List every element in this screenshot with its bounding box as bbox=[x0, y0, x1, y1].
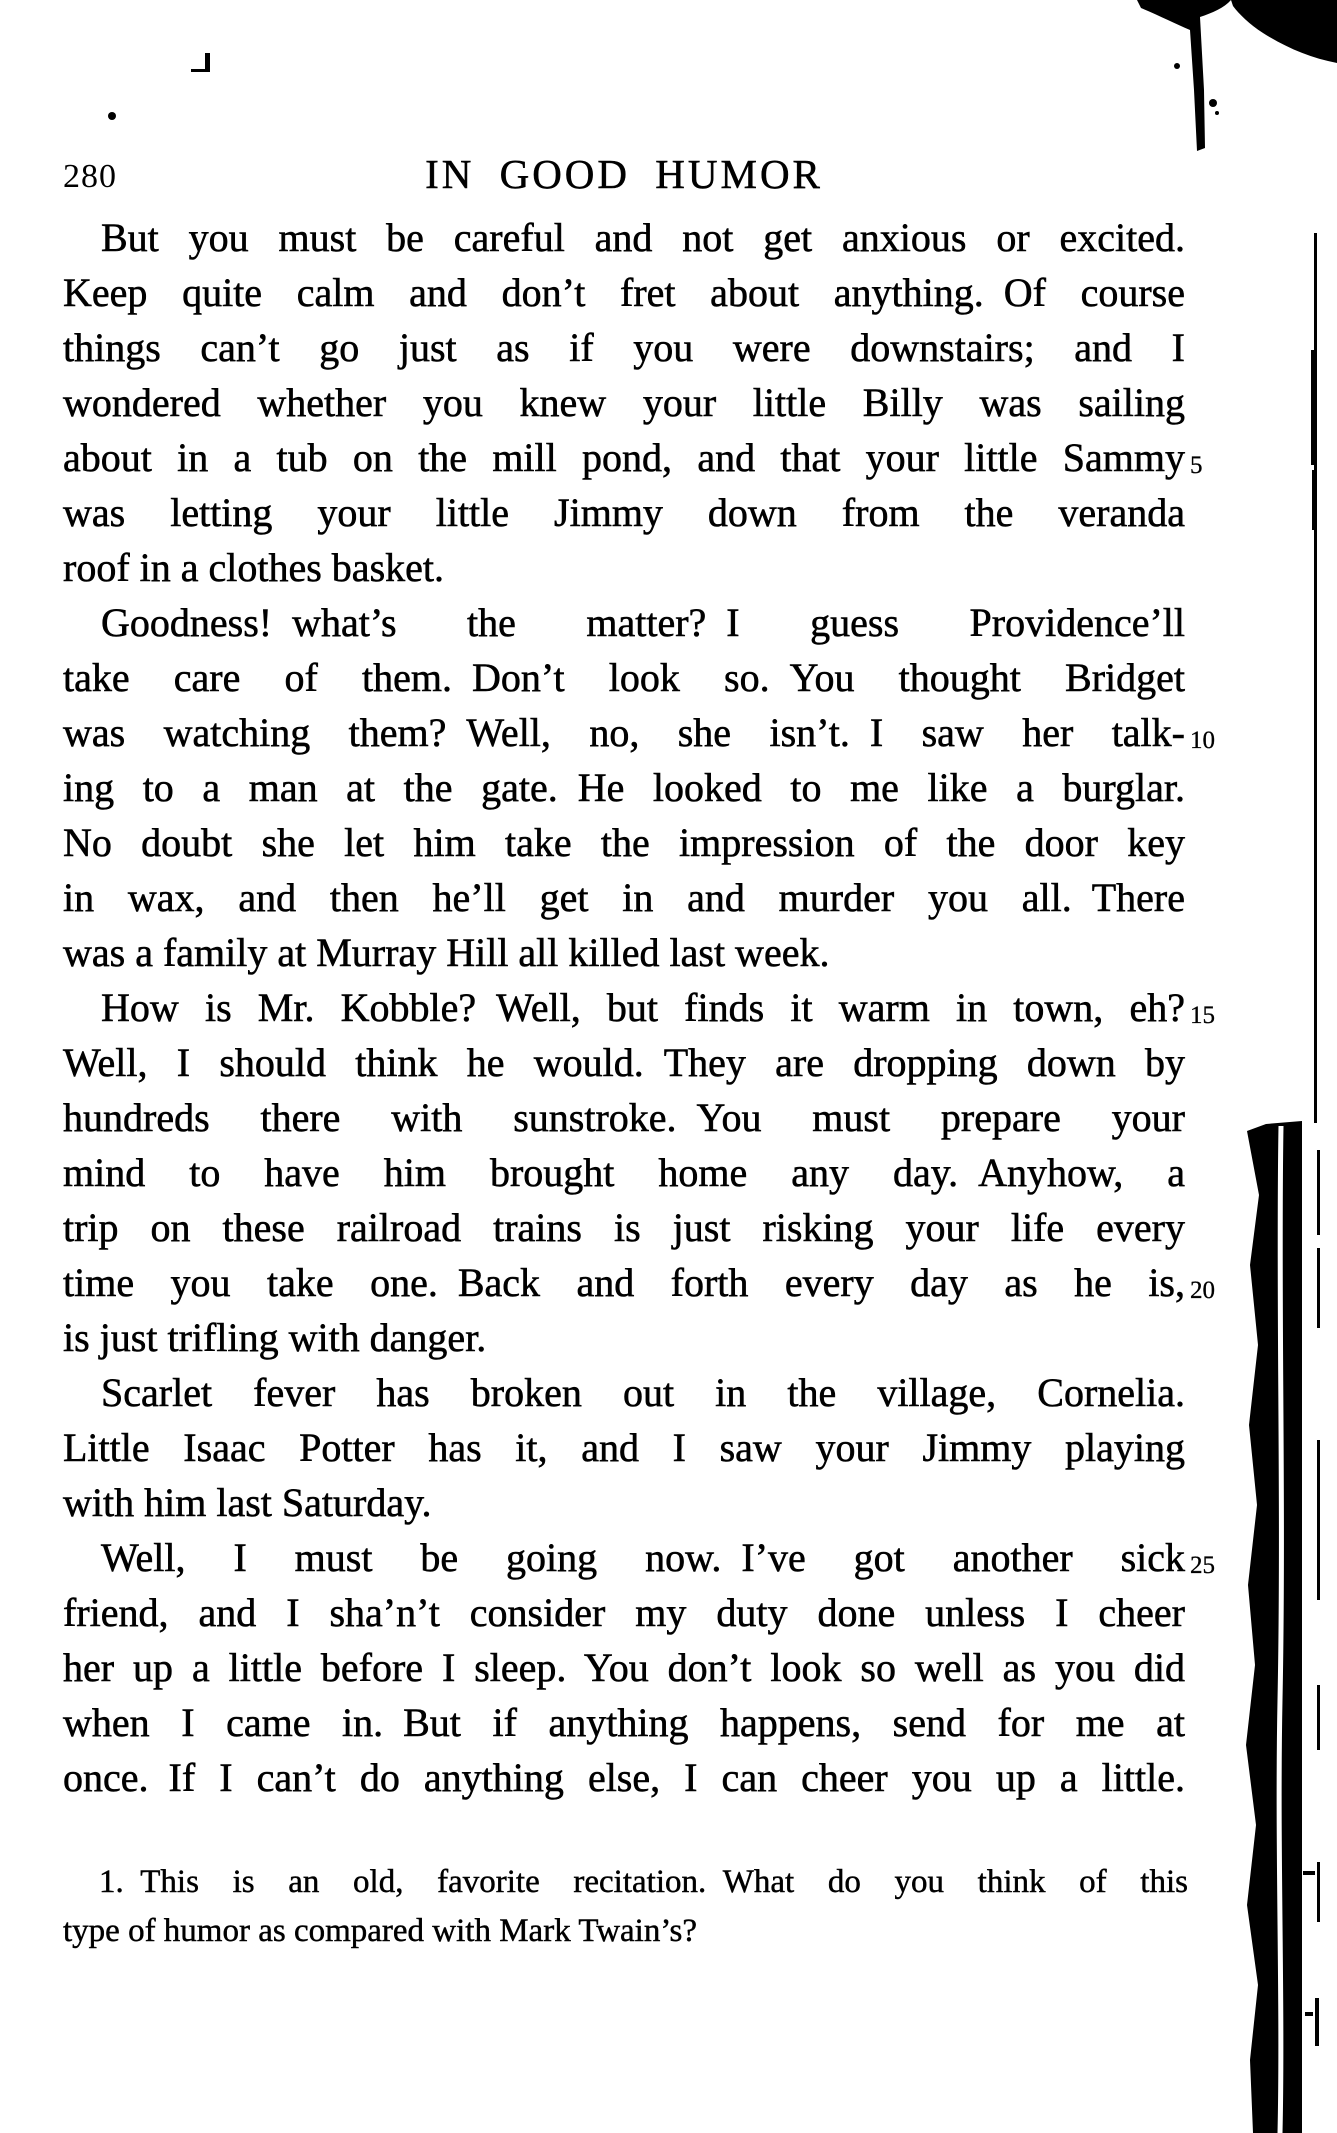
margin-line-number: 10 bbox=[1190, 727, 1215, 754]
text-line: No doubt she let him take the impression of the door key bbox=[63, 820, 1185, 865]
scan-edge-artifact bbox=[1317, 1150, 1320, 1235]
text-line: take care of them. Don’t look so. You thought Bridget bbox=[63, 655, 1185, 700]
text-line: was letting your little Jimmy down from the veranda bbox=[63, 490, 1185, 535]
text-line: things can’t go just as if you were downstairs; and I bbox=[63, 325, 1185, 370]
scan-edge-artifact bbox=[1317, 1440, 1320, 1600]
footnote-line: type of humor as compared with Mark Twain’s? bbox=[63, 1913, 698, 1949]
text-line: with him last Saturday. bbox=[63, 1480, 432, 1525]
text-line: once. If I can’t do anything else, I can cheer you up a little. bbox=[63, 1755, 1185, 1800]
scan-edge-artifact bbox=[1312, 470, 1317, 530]
text-line: hundreds there with sunstroke. You must prepare your bbox=[63, 1095, 1185, 1140]
text-line: Well, I must be going now. I’ve got another sick bbox=[101, 1535, 1185, 1580]
scan-speck bbox=[1174, 63, 1180, 69]
page-number: 280 bbox=[63, 158, 117, 195]
text-line: in wax, and then he’ll get in and murder you all. There bbox=[63, 875, 1185, 920]
margin-line-number: 20 bbox=[1190, 1277, 1215, 1304]
text-line: trip on these railroad trains is just risking your life every bbox=[63, 1205, 1185, 1250]
scan-speck bbox=[1209, 99, 1217, 107]
scan-edge-artifact bbox=[1317, 1862, 1320, 1922]
scan-speck bbox=[1215, 111, 1219, 115]
margin-line-number: 25 bbox=[1190, 1552, 1215, 1579]
scan-edge-artifact bbox=[1279, 1126, 1281, 2133]
text-line: Little Isaac Potter has it, and I saw your Jimmy playing bbox=[63, 1425, 1185, 1470]
text-line: roof in a clothes basket. bbox=[63, 545, 444, 590]
page-header-title: IN GOOD HUMOR bbox=[425, 151, 823, 197]
body-text bbox=[63, 210, 1185, 1805]
scan-edge-artifact bbox=[1305, 2012, 1313, 2016]
scan-edge-artifact bbox=[1317, 1685, 1320, 1750]
text-line: wondered whether you knew your little Billy was sailing bbox=[63, 380, 1185, 425]
scan-edge-artifact bbox=[1317, 1248, 1320, 1328]
footnote-line: 1. This is an old, favorite recitation. What do you think of this bbox=[99, 1864, 1188, 1900]
text-line: friend, and I sha’n’t consider my duty done unless I cheer bbox=[63, 1590, 1185, 1635]
scan-edge-artifact bbox=[1315, 1998, 1319, 2046]
text-line: her up a little before I sleep. You don’t look so well as you did bbox=[63, 1645, 1185, 1690]
text-line: was watching them? Well, no, she isn’t. I saw her talk- bbox=[63, 710, 1185, 755]
footnote bbox=[63, 1858, 1188, 1956]
scan-speck bbox=[108, 112, 116, 120]
margin-line-number: 15 bbox=[1190, 1002, 1215, 1029]
margin-mark bbox=[191, 69, 209, 72]
text-line: was a family at Murray Hill all killed last week. bbox=[63, 930, 830, 975]
text-line: Goodness! what’s the matter? I guess Providence’ll bbox=[101, 600, 1185, 645]
text-line: But you must be careful and not get anxious or excited. bbox=[101, 215, 1185, 260]
text-line: about in a tub on the mill pond, and that your little Sammy bbox=[63, 435, 1185, 480]
text-line: when I came in. But if anything happens, send for me at bbox=[63, 1700, 1185, 1745]
text-line: Well, I should think he would. They are dropping down by bbox=[63, 1040, 1185, 1085]
margin-mark bbox=[205, 53, 210, 72]
scan-edge-artifact bbox=[1311, 350, 1317, 465]
text-line: time you take one. Back and forth every day as he is, bbox=[63, 1260, 1185, 1305]
scan-corner-artifact bbox=[1137, 0, 1231, 151]
scan-edge-artifact bbox=[1303, 1871, 1315, 1875]
text-line: ing to a man at the gate. He looked to me like a burglar. bbox=[63, 765, 1185, 810]
scan-corner-artifact bbox=[1231, 0, 1337, 63]
text-line: Keep quite calm and don’t fret about anything. Of course bbox=[63, 270, 1185, 315]
text-line: mind to have him brought home any day. Anyhow, a bbox=[63, 1150, 1185, 1195]
scan-edge-artifact bbox=[1246, 1121, 1302, 2133]
margin-line-number: 5 bbox=[1190, 452, 1203, 479]
text-line: Scarlet fever has broken out in the village, Cornelia. bbox=[101, 1370, 1185, 1415]
text-line: is just trifling with danger. bbox=[63, 1315, 487, 1360]
text-line: How is Mr. Kobble? Well, but finds it warm in town, eh? bbox=[101, 985, 1185, 1030]
scan-edge-artifact bbox=[1314, 233, 1317, 1123]
